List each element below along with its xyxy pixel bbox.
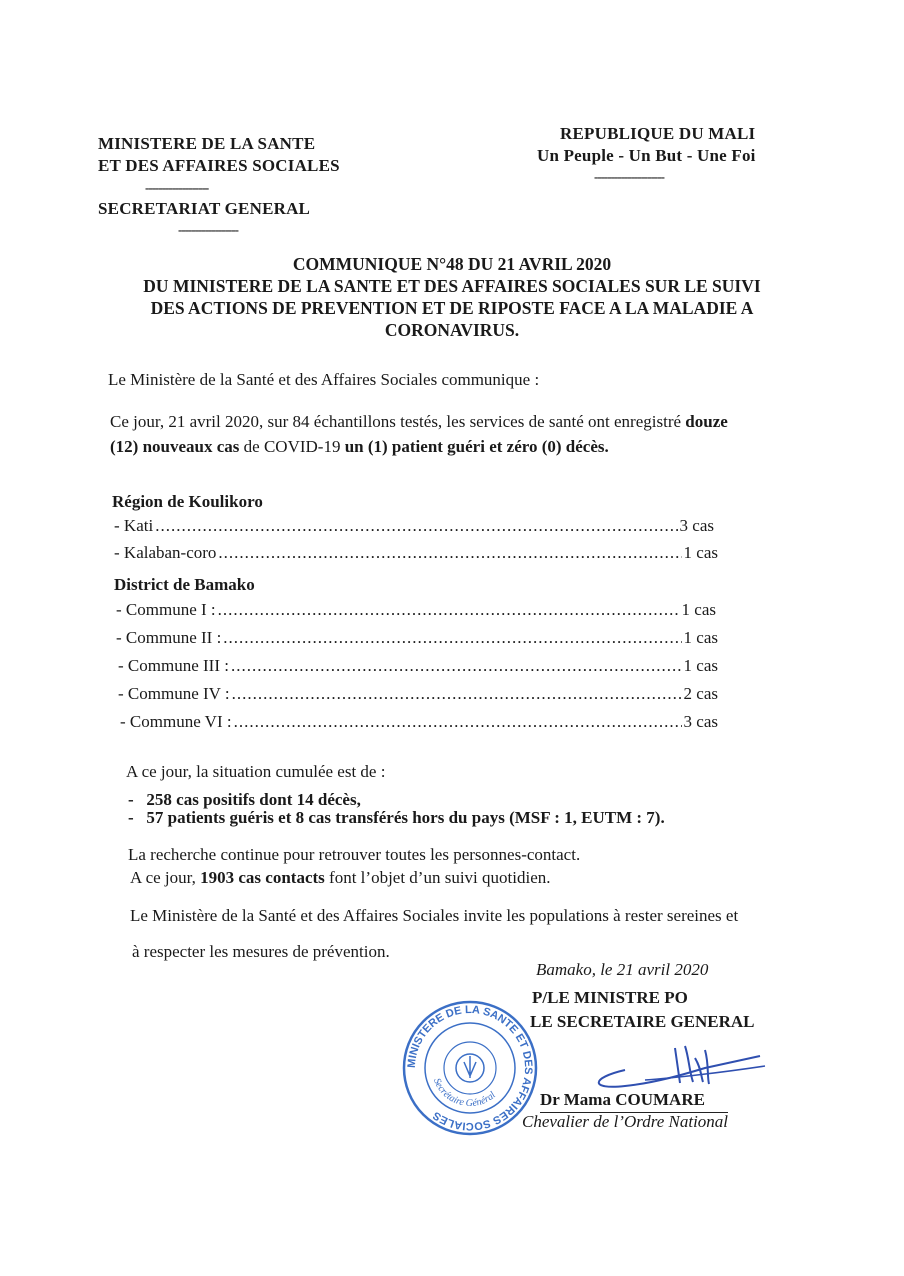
locality-label: - Commune VI : [120,712,232,731]
locality-label: - Commune I : [116,600,216,619]
secretariat-general-label: SECRETARIAT GENERAL [98,199,311,218]
dot-leader [218,600,680,620]
new-cases-word: douze [685,412,728,431]
cumulative-recovered-text: 57 patients guéris et 8 cas transférés hors du pays (MSF : 1, EUTM : 7). [146,808,665,827]
cumulative-intro: A ce jour, la situation cumulée est de : [126,762,386,781]
header-left-separator: ------------------- [145,180,209,195]
daily-report-text: Ce jour, 21 avril 2020, sur 84 échantillons testés, les services de santé ont enregistré [110,412,686,431]
dot-leader [231,656,682,676]
stamp-inner-text: Secrétaire Général [430,1076,498,1110]
communique-title-line1: COMMUNIQUE N°48 DU 21 AVRIL 2020 [292,254,612,274]
contacts-prefix: A ce jour, [130,868,201,887]
closing-line1: Le Ministère de la Santé et des Affaires Sociales invite les populations à rester sereines et [130,906,739,925]
place-and-date: Bamako, le 21 avril 2020 [536,960,709,979]
bullet-dash: - [128,790,147,809]
cumulative-recovered-bullet [128,808,665,828]
case-count: 1 cas [683,543,718,562]
covid-label: de COVID-19 [239,437,345,456]
case-count: 2 cas [683,684,718,703]
case-row-commune-1 [116,600,716,620]
bullet-dash: - [128,808,147,827]
case-count: 1 cas [683,656,718,675]
district-bamako-title: District de Bamako [114,575,255,594]
contacts-count: 1903 cas contacts [200,868,325,887]
ministry-name-line2: ET DES AFFAIRES SOCIALES [98,156,340,175]
region-koulikoro-title: Région de Koulikoro [112,492,263,511]
signatory-role-1: P/LE MINISTRE PO [532,988,688,1007]
locality-label: - Kati [114,516,154,535]
official-stamp [400,998,540,1138]
case-row-commune-3 [118,656,718,676]
signatory-role-2: LE SECRETAIRE GENERAL [530,1012,755,1031]
intro-paragraph: Le Ministère de la Santé et des Affaires Sociales communique : [108,370,540,389]
republic-name: REPUBLIQUE DU MALI [560,124,756,143]
case-count: 1 cas [683,628,718,647]
communique-title-line2: DU MINISTERE DE LA SANTE ET DES AFFAIRES SOCIALES SUR LE SUIVI [143,276,761,296]
contacts-followup-line [130,868,551,888]
daily-report-line1 [110,412,728,432]
case-count: 3 cas [679,516,714,535]
dot-leader [223,628,681,648]
case-count: 1 cas [681,600,716,619]
stamp-outer-text: MINISTERE DE LA SANTE ET DES AFFAIRES SOCIALES [405,1003,535,1133]
dot-leader [232,684,682,704]
handwritten-signature [585,1038,770,1093]
ministry-name-line1: MINISTERE DE LA SANTE [98,134,316,153]
daily-report-line2 [110,437,609,457]
locality-label: - Commune IV : [118,684,230,703]
communique-title-line3: DES ACTIONS DE PREVENTION ET DE RIPOSTE FACE A LA MALADIE A [150,298,754,318]
signatory-honor: Chevalier de l’Ordre National [522,1112,729,1131]
locality-label: - Commune III : [118,656,229,675]
contacts-suffix: font l’objet d’un suivi quotidien. [324,868,551,887]
cumulative-positive-bullet [128,790,361,810]
national-motto: Un Peuple - Un But - Une Foi [537,146,756,165]
case-row-commune-2 [116,628,718,648]
communique-title-line4: CORONAVIRUS. [384,320,520,340]
dot-leader [234,712,682,732]
case-row-commune-4 [118,684,718,704]
dot-leader [155,516,677,536]
case-count: 3 cas [683,712,718,731]
case-row-commune-6 [120,712,718,732]
new-cases-count: (12) nouveaux cas [110,437,240,456]
contact-tracing-line: La recherche continue pour retrouver toutes les personnes-contact. [128,845,581,864]
case-row-kalaban-coro [114,543,718,563]
header-left-separator-2: ------------------ [178,222,238,237]
header-right-separator: --------------------- [594,169,664,184]
signatory-name: Dr Mama COUMARE [540,1090,705,1109]
locality-label: - Kalaban-coro [114,543,217,562]
case-row-kati [114,516,714,536]
locality-label: - Commune II : [116,628,222,647]
cumulative-positive-text: 258 cas positifs dont 14 décès, [146,790,361,809]
dot-leader [218,543,681,563]
recovered-deaths-summary: un (1) patient guéri et zéro (0) décès. [344,437,609,456]
closing-line2: à respecter les mesures de prévention. [132,942,390,961]
